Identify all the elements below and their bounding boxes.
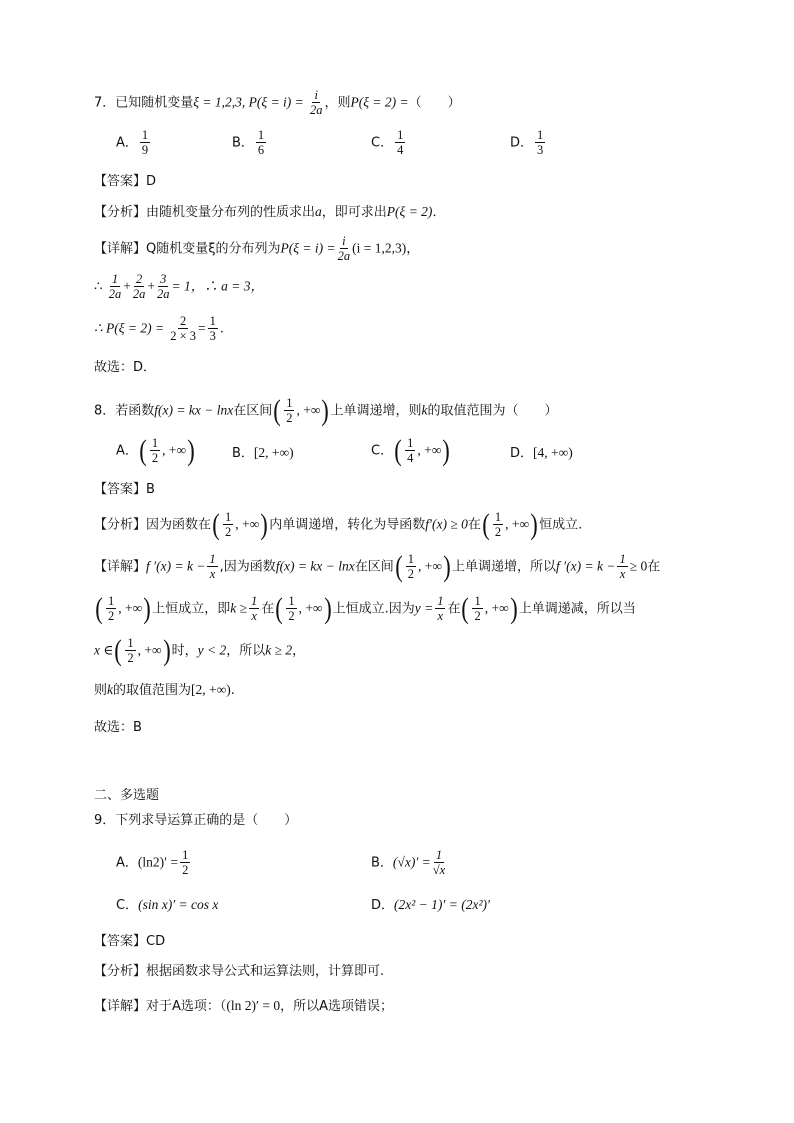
frac bbox=[223, 510, 233, 540]
detail-expr: P(ξ = i) = bbox=[280, 240, 336, 256]
interval-tail: , +∞ bbox=[235, 516, 260, 532]
analysis-dot: ． bbox=[432, 205, 446, 220]
q7-expr: ξ = 1,2,3, P(ξ = i) = bbox=[193, 94, 304, 110]
q9-detail bbox=[94, 998, 393, 1015]
frac-den: 2 bbox=[182, 863, 189, 878]
q7-analysis bbox=[94, 204, 445, 221]
q7-option-c bbox=[371, 128, 407, 158]
detail-text: ，所以 bbox=[226, 643, 266, 659]
option-frac bbox=[140, 128, 150, 158]
frac-den: x bbox=[251, 609, 257, 624]
frac-den: 2 bbox=[108, 609, 115, 624]
frac bbox=[125, 636, 135, 666]
section-title: 二、多选题 bbox=[94, 788, 160, 803]
frac-num: 1 bbox=[407, 436, 414, 450]
q9-option-b bbox=[371, 848, 447, 878]
analysis-tag: 【分析】 bbox=[94, 964, 147, 979]
option-label: C． bbox=[371, 443, 394, 459]
option-frac bbox=[405, 436, 415, 466]
q9-analysis bbox=[94, 964, 384, 980]
detail-text: 在 bbox=[647, 559, 661, 575]
frac-num: 1 bbox=[182, 848, 189, 862]
frac-den: 2 × 3 bbox=[170, 329, 197, 344]
detail-expr: k ≥ 2 bbox=[265, 642, 293, 658]
detail-text: 上单调递减，所以当 bbox=[518, 601, 636, 617]
q8-answer bbox=[94, 482, 155, 498]
option-expr: (√x)′ = bbox=[392, 854, 431, 870]
q7-frac bbox=[310, 88, 323, 118]
interval-tail: , +∞ bbox=[137, 642, 162, 658]
frac-num: 2 bbox=[180, 314, 187, 328]
q8-option-a: A．( $\frac{1}{2}$ , +∞) bbox=[116, 434, 195, 468]
frac-den: 2a bbox=[108, 287, 122, 302]
detail-text: 时， bbox=[171, 643, 198, 659]
option-label: C． bbox=[116, 898, 139, 913]
frac-num: 1 bbox=[209, 314, 216, 328]
frac-num: 1 bbox=[127, 636, 134, 650]
frac-1 bbox=[109, 272, 122, 302]
option-label: A． bbox=[116, 135, 138, 151]
q8-detail-line4 bbox=[94, 682, 235, 699]
option-label: D． bbox=[371, 898, 395, 913]
detail-tag: 【详解】 bbox=[94, 559, 147, 575]
detail-text: Q随机变量ξ的分布列为 bbox=[146, 241, 281, 257]
frac-3 bbox=[157, 272, 170, 302]
q7-choose: 故选：D． bbox=[94, 360, 157, 375]
q8-function: f(x) = kx − lnx bbox=[154, 402, 234, 418]
frac-den: 2 bbox=[494, 525, 502, 540]
q9-option-a bbox=[116, 848, 192, 878]
q9-answer bbox=[94, 934, 165, 950]
analysis-text3: 在 bbox=[467, 517, 481, 533]
detail-expr: (ln 2)′ = 0 bbox=[226, 998, 281, 1013]
frac-num: 1 bbox=[209, 552, 216, 566]
detail-text: 上恒成立，即 bbox=[152, 601, 231, 617]
detail-expr: y < 2 bbox=[197, 642, 227, 658]
frac-den: 3 bbox=[537, 143, 544, 158]
interval-tail: , +∞ bbox=[484, 600, 509, 616]
q9-stem: 9．下列求导运算正确的是（ ） bbox=[94, 813, 298, 828]
detail-expr: ≥ 0 bbox=[629, 558, 648, 574]
frac bbox=[207, 552, 217, 582]
detail-text: 则 bbox=[94, 683, 108, 698]
option-tail: , +∞ bbox=[417, 442, 442, 458]
q8-analysis: 【分析】因为函数在( $\frac{1}{2}$ , +∞)内单调递增，转化为导函数f′(x) ≥ 0在( $\frac{1}{2}$ , +∞)恒成立. bbox=[94, 508, 583, 542]
q8-choose: 故选：B bbox=[94, 720, 142, 735]
option-label: D． bbox=[510, 446, 534, 461]
q8-option-d bbox=[510, 442, 573, 461]
q7-option-d bbox=[510, 128, 547, 158]
q7-stem bbox=[94, 88, 461, 118]
analysis-text4: 恒成立. bbox=[539, 517, 583, 533]
frac-num: 1 bbox=[537, 128, 544, 142]
option-expr: (2x² − 1)′ = (2x²)′ bbox=[394, 897, 490, 912]
option-label: B． bbox=[232, 135, 254, 151]
frac-num: 1 bbox=[141, 128, 149, 142]
option-label: C． bbox=[371, 135, 394, 151]
q8-detail-line2: ( $\frac{1}{2}$ , +∞)上恒成立，即k ≥ $\frac{1}{x}$ 在( $\frac{1}{2}$ , +∞)上恒成立.因为y = $\frac{1}{x}$ 在( $\frac{1}{2}$ , +∞)上单调递减，所以当 bbox=[95, 592, 636, 626]
answer-value: CD bbox=[146, 934, 166, 949]
detail-frac bbox=[338, 234, 351, 264]
frac-num: 1 bbox=[225, 510, 232, 524]
q7-mid: ，则 bbox=[324, 95, 351, 111]
frac-den: 2 bbox=[288, 609, 295, 624]
frac-den: 2 bbox=[407, 567, 415, 582]
q7-ask: P(ξ = 2) = bbox=[350, 94, 409, 110]
detail-text: ， bbox=[292, 643, 306, 659]
analysis-tag: 【分析】 bbox=[94, 205, 147, 220]
frac-den: √x bbox=[432, 863, 446, 878]
frac-2 bbox=[208, 314, 218, 344]
frac bbox=[493, 510, 503, 540]
frac bbox=[617, 552, 627, 582]
frac-den: 2a bbox=[156, 287, 170, 302]
option-value: [4, +∞) bbox=[533, 445, 573, 460]
frac-den: 2a bbox=[337, 249, 351, 264]
frac bbox=[406, 552, 416, 582]
frac-num: 1 bbox=[251, 594, 258, 608]
detail-tag: 【详解】 bbox=[94, 241, 147, 257]
option-label: D． bbox=[510, 135, 534, 151]
q8-stem: 8．若函数f(x) = kx − lnx在区间( $\frac{1}{2}$ , +∞)上单调递增，则k的取值范围为（ ） bbox=[94, 394, 558, 428]
frac-den: 2 bbox=[127, 651, 134, 666]
analysis-expr: P(ξ = 2) bbox=[386, 204, 433, 219]
option-frac bbox=[395, 128, 405, 158]
option-label: B． bbox=[371, 855, 393, 871]
frac-den: 2 bbox=[225, 525, 232, 540]
frac-num: 1 bbox=[619, 552, 626, 566]
frac-num: 1 bbox=[494, 510, 502, 524]
frac-num: 1 bbox=[407, 552, 415, 566]
frac-den: 3 bbox=[209, 329, 216, 344]
frac-num: 2 bbox=[135, 272, 143, 286]
option-label: A． bbox=[116, 855, 138, 871]
interval-tail: , +∞ bbox=[505, 516, 530, 532]
q8-option-b bbox=[232, 442, 294, 461]
q8-end2: 的取值范围为（ ） bbox=[427, 403, 558, 419]
q8-detail-line1: 【详解】f ′(x) = k − $\frac{1}{x}$ ,因为函数f(x) = kx − lnx在区间( $\frac{1}{2}$ , +∞)上单调递增，所以f ′(x) = k − $\frac{1}{x}$ ≥ 0在 bbox=[94, 550, 661, 584]
analysis-mid: ，即可求出 bbox=[321, 205, 387, 220]
frac-num: 1 bbox=[286, 396, 293, 410]
detail-text: 上单调递增，所以 bbox=[452, 559, 557, 575]
q7-stem-text: 7．已知随机变量 bbox=[94, 95, 194, 111]
frac-den: 2 bbox=[151, 451, 159, 466]
detail-tail: ，所以A选项错误； bbox=[280, 999, 394, 1014]
detail-tail: (i = 1,2,3) bbox=[352, 240, 407, 256]
frac-den: 6 bbox=[257, 143, 265, 158]
detail-end: ， bbox=[406, 241, 420, 257]
q9-option-d bbox=[371, 894, 490, 913]
frac-1 bbox=[170, 314, 196, 344]
detail-text: ,因为函数 bbox=[219, 559, 276, 575]
frac-den: 2 bbox=[474, 609, 481, 624]
detail-expr: ∴ P(ξ = 2) = bbox=[94, 320, 165, 336]
frac-den: 4 bbox=[397, 143, 404, 158]
frac-num: 1 bbox=[151, 436, 159, 450]
frac-2 bbox=[133, 272, 146, 302]
detail-text: 对于A选项：（ bbox=[146, 999, 227, 1014]
detail-text: 上恒成立.因为 bbox=[332, 601, 415, 617]
frac bbox=[472, 594, 482, 624]
answer-tag: 【答案】 bbox=[94, 934, 147, 949]
option-frac bbox=[150, 436, 160, 466]
q7-detail-line3: ∴ P(ξ = 2) = $\frac{2}{2 \times 3}$ = $\frac{1}{3}$ . bbox=[94, 314, 225, 344]
q7-option-b bbox=[232, 128, 268, 158]
frac-num: 1 bbox=[397, 128, 404, 142]
detail-expr: k ≥ bbox=[230, 600, 248, 616]
interval-tail: , +∞ bbox=[296, 402, 321, 418]
detail-end: . bbox=[230, 683, 235, 698]
frac-num: i bbox=[342, 234, 346, 248]
option-label: A． bbox=[116, 443, 138, 459]
option-frac bbox=[256, 128, 266, 158]
detail-text: 在 bbox=[447, 601, 461, 617]
interval-tail: , +∞ bbox=[118, 600, 143, 616]
detail-tag: 【详解】 bbox=[94, 999, 147, 1014]
option-frac bbox=[535, 128, 545, 158]
frac-num: 1 bbox=[474, 594, 481, 608]
q7-frac-num: i bbox=[314, 88, 318, 102]
analysis-text2: 内单调递增，转化为导函数 bbox=[269, 517, 426, 533]
frac-num: 1 bbox=[435, 848, 443, 862]
analysis-expr: f′(x) ≥ 0 bbox=[425, 516, 468, 532]
detail-expr: f(x) = kx − lnx bbox=[275, 558, 355, 574]
option-expr: (sin x)′ = cos x bbox=[138, 897, 219, 912]
frac-num: 1 bbox=[111, 272, 119, 286]
q7-detail-line2: ∴ $\frac{1}{2a}$ + $\frac{2}{2a}$ + $\frac{3}{2a}$ = 1，∴ a = 3， bbox=[94, 272, 264, 302]
option-label: B． bbox=[232, 446, 254, 461]
interval-tail: , +∞ bbox=[418, 558, 443, 574]
detail-text: 在区间 bbox=[354, 559, 394, 575]
answer-value: D bbox=[146, 174, 157, 189]
analysis-var: a bbox=[315, 204, 322, 219]
frac-den: 2 bbox=[286, 411, 293, 426]
frac-num: 1 bbox=[288, 594, 295, 608]
interval-tail: , +∞ bbox=[298, 600, 323, 616]
q8-stem-text: 8．若函数 bbox=[94, 403, 155, 419]
frac-num: 1 bbox=[257, 128, 265, 142]
option-tail: , +∞ bbox=[162, 442, 187, 458]
frac-num: 3 bbox=[160, 272, 167, 286]
q7-answer bbox=[94, 174, 156, 190]
q8-option-c: C．( $\frac{1}{4}$ , +∞) bbox=[371, 434, 451, 468]
analysis-text: 根据函数求导公式和运算法则，计算即可. bbox=[146, 964, 385, 979]
frac-den: 9 bbox=[141, 143, 149, 158]
analysis-text: 由随机变量分布列的性质求出 bbox=[146, 205, 316, 220]
option-value: [2, +∞) bbox=[253, 445, 294, 460]
detail-mid: = 1，∴ a = 3， bbox=[171, 278, 264, 294]
q9-option-c bbox=[116, 894, 218, 913]
q7-paren: （ ） bbox=[408, 95, 461, 111]
detail-end: . bbox=[219, 321, 225, 337]
q8-mid: 在区间 bbox=[233, 403, 273, 419]
q8-interval-frac bbox=[284, 396, 294, 426]
detail-expr: x ∈ bbox=[94, 642, 114, 658]
frac bbox=[106, 594, 116, 624]
q8-k: k bbox=[421, 402, 428, 418]
frac-num: 1 bbox=[108, 594, 115, 608]
frac bbox=[286, 594, 296, 624]
q7-frac-den: 2a bbox=[309, 103, 323, 118]
q8-detail-line3: x ∈( $\frac{1}{2}$ , +∞)时，y < 2，所以k ≥ 2， bbox=[94, 634, 306, 668]
q7-detail-line1 bbox=[94, 234, 419, 264]
frac bbox=[435, 594, 445, 624]
answer-value: B bbox=[146, 482, 155, 497]
analysis-tag: 【分析】 bbox=[94, 517, 147, 533]
answer-tag: 【答案】 bbox=[94, 482, 147, 497]
option-frac bbox=[180, 848, 190, 878]
detail-expr: f ′(x) = k − bbox=[146, 558, 206, 574]
frac bbox=[249, 594, 259, 624]
frac-den: 4 bbox=[407, 451, 414, 466]
option-frac bbox=[433, 848, 445, 878]
frac-num: 1 bbox=[437, 594, 444, 608]
detail-text: 在 bbox=[261, 601, 275, 617]
detail-var: k bbox=[107, 682, 114, 697]
detail-expr: y = bbox=[414, 600, 434, 616]
detail-expr: [2, +∞) bbox=[191, 682, 231, 697]
therefore-symbol: ∴ bbox=[94, 278, 103, 294]
q7-option-a bbox=[116, 128, 152, 158]
detail-text: 的取值范围为 bbox=[113, 683, 192, 698]
frac-den: 2a bbox=[132, 287, 146, 302]
frac-den: x bbox=[209, 567, 216, 582]
q8-end: 上单调递增，则 bbox=[330, 403, 422, 419]
analysis-text1: 因为函数在 bbox=[146, 517, 212, 533]
detail-expr: f ′(x) = k − bbox=[556, 558, 616, 574]
option-expr: (ln2)′ = bbox=[137, 854, 179, 870]
frac-den: x bbox=[437, 609, 444, 624]
answer-tag: 【答案】 bbox=[94, 174, 147, 189]
frac-den: x bbox=[619, 567, 626, 582]
